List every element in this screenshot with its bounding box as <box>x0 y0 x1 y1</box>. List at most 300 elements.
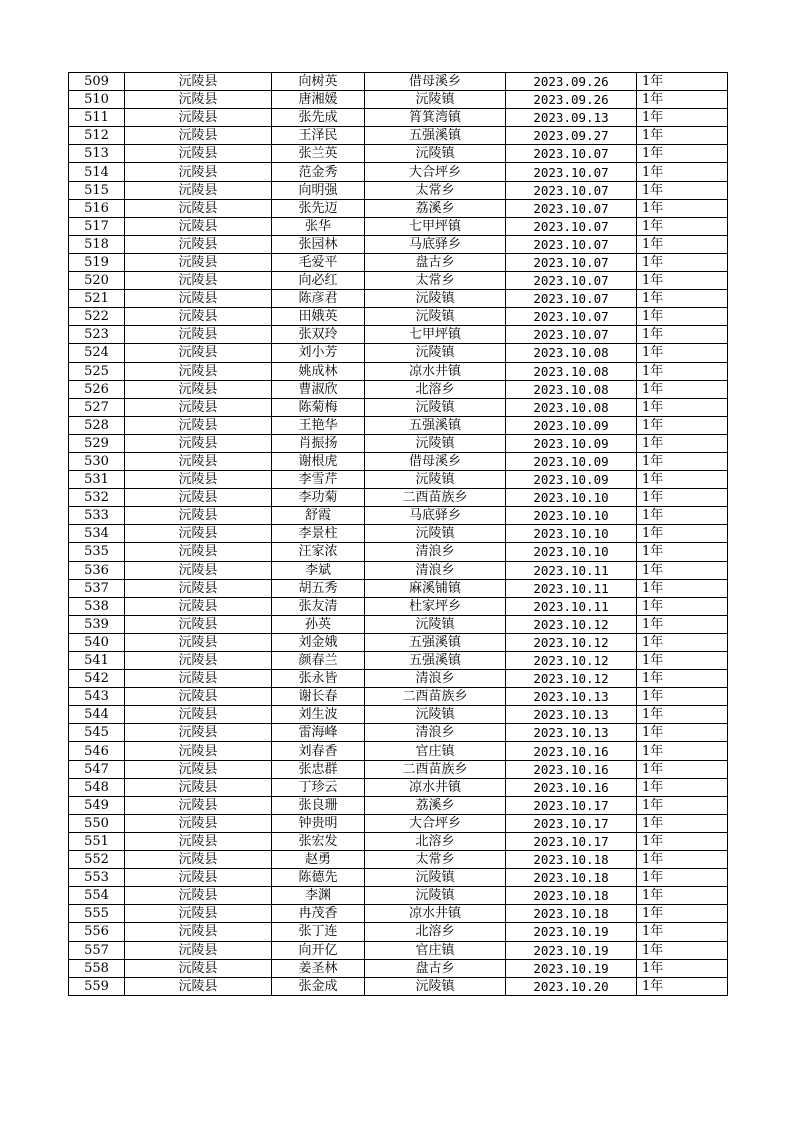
county-cell: 沅陵县 <box>125 615 272 633</box>
row-number-cell: 511 <box>69 109 125 127</box>
date-cell: 2023.10.16 <box>506 778 637 796</box>
term-cell: 1年 <box>637 434 728 452</box>
table-row <box>69 814 728 832</box>
row-number-cell: 523 <box>69 326 125 344</box>
term-cell: 1年 <box>637 633 728 651</box>
date-cell: 2023.10.16 <box>506 742 637 760</box>
table-row <box>69 109 728 127</box>
row-number-cell: 537 <box>69 579 125 597</box>
person-name-cell: 姚成林 <box>272 362 365 380</box>
term-cell: 1年 <box>637 344 728 362</box>
table-row <box>69 579 728 597</box>
table-row <box>69 163 728 181</box>
person-name-cell: 陈彦君 <box>272 290 365 308</box>
term-cell: 1年 <box>637 272 728 290</box>
county-cell: 沅陵县 <box>125 398 272 416</box>
township-cell: 清浪乡 <box>365 670 506 688</box>
row-number-cell: 547 <box>69 760 125 778</box>
county-cell: 沅陵县 <box>125 272 272 290</box>
township-cell: 盘古乡 <box>365 253 506 271</box>
date-cell: 2023.10.12 <box>506 670 637 688</box>
person-name-cell: 姜圣林 <box>272 959 365 977</box>
table-row <box>69 434 728 452</box>
person-name-cell: 张友清 <box>272 597 365 615</box>
table-row <box>69 272 728 290</box>
table-row <box>69 724 728 742</box>
row-number-cell: 516 <box>69 199 125 217</box>
person-name-cell: 李雪芹 <box>272 471 365 489</box>
term-cell: 1年 <box>637 416 728 434</box>
table-row <box>69 525 728 543</box>
person-name-cell: 谢长春 <box>272 688 365 706</box>
date-cell: 2023.10.09 <box>506 452 637 470</box>
township-cell: 荔溪乡 <box>365 796 506 814</box>
row-number-cell: 514 <box>69 163 125 181</box>
person-name-cell: 李景柱 <box>272 525 365 543</box>
table-row <box>69 832 728 850</box>
county-cell: 沅陵县 <box>125 253 272 271</box>
date-cell: 2023.10.08 <box>506 362 637 380</box>
date-cell: 2023.10.17 <box>506 832 637 850</box>
township-cell: 大合坪乡 <box>365 814 506 832</box>
person-name-cell: 张宏发 <box>272 832 365 850</box>
term-cell: 1年 <box>637 127 728 145</box>
township-cell: 麻溪铺镇 <box>365 579 506 597</box>
roster-table <box>68 72 728 996</box>
date-cell: 2023.10.07 <box>506 272 637 290</box>
person-name-cell: 张丁连 <box>272 923 365 941</box>
township-cell: 凉水井镇 <box>365 778 506 796</box>
township-cell: 二酉苗族乡 <box>365 489 506 507</box>
table-row <box>69 615 728 633</box>
row-number-cell: 529 <box>69 434 125 452</box>
row-number-cell: 530 <box>69 452 125 470</box>
person-name-cell: 赵勇 <box>272 851 365 869</box>
person-name-cell: 李渊 <box>272 887 365 905</box>
table-row <box>69 905 728 923</box>
township-cell: 沅陵镇 <box>365 398 506 416</box>
row-number-cell: 557 <box>69 941 125 959</box>
county-cell: 沅陵县 <box>125 688 272 706</box>
person-name-cell: 张华 <box>272 217 365 235</box>
county-cell: 沅陵县 <box>125 235 272 253</box>
row-number-cell: 546 <box>69 742 125 760</box>
table-row <box>69 796 728 814</box>
township-cell: 二酉苗族乡 <box>365 688 506 706</box>
person-name-cell: 刘金娥 <box>272 633 365 651</box>
township-cell: 五强溪镇 <box>365 127 506 145</box>
township-cell: 清浪乡 <box>365 561 506 579</box>
date-cell: 2023.10.13 <box>506 688 637 706</box>
row-number-cell: 522 <box>69 308 125 326</box>
person-name-cell: 向树英 <box>272 73 365 91</box>
township-cell: 杜家坪乡 <box>365 597 506 615</box>
roster-sheet <box>68 72 728 996</box>
date-cell: 2023.10.17 <box>506 796 637 814</box>
person-name-cell: 王泽民 <box>272 127 365 145</box>
table-row <box>69 760 728 778</box>
county-cell: 沅陵县 <box>125 199 272 217</box>
county-cell: 沅陵县 <box>125 109 272 127</box>
county-cell: 沅陵县 <box>125 434 272 452</box>
table-row <box>69 977 728 995</box>
county-cell: 沅陵县 <box>125 724 272 742</box>
person-name-cell: 冉茂香 <box>272 905 365 923</box>
person-name-cell: 张忠群 <box>272 760 365 778</box>
term-cell: 1年 <box>637 905 728 923</box>
county-cell: 沅陵县 <box>125 416 272 434</box>
county-cell: 沅陵县 <box>125 290 272 308</box>
row-number-cell: 542 <box>69 670 125 688</box>
term-cell: 1年 <box>637 742 728 760</box>
county-cell: 沅陵县 <box>125 217 272 235</box>
table-row <box>69 706 728 724</box>
term-cell: 1年 <box>637 652 728 670</box>
term-cell: 1年 <box>637 724 728 742</box>
row-number-cell: 541 <box>69 652 125 670</box>
township-cell: 太常乡 <box>365 851 506 869</box>
table-row <box>69 869 728 887</box>
person-name-cell: 向必红 <box>272 272 365 290</box>
township-cell: 盘古乡 <box>365 959 506 977</box>
township-cell: 太常乡 <box>365 272 506 290</box>
table-row <box>69 633 728 651</box>
township-cell: 凉水井镇 <box>365 905 506 923</box>
date-cell: 2023.10.07 <box>506 145 637 163</box>
term-cell: 1年 <box>637 217 728 235</box>
township-cell: 二酉苗族乡 <box>365 760 506 778</box>
table-row <box>69 91 728 109</box>
table-row <box>69 452 728 470</box>
row-number-cell: 510 <box>69 91 125 109</box>
date-cell: 2023.10.10 <box>506 543 637 561</box>
person-name-cell: 范金秀 <box>272 163 365 181</box>
county-cell: 沅陵县 <box>125 91 272 109</box>
person-name-cell: 陈菊梅 <box>272 398 365 416</box>
person-name-cell: 雷海峰 <box>272 724 365 742</box>
table-row <box>69 290 728 308</box>
person-name-cell: 汪家浓 <box>272 543 365 561</box>
row-number-cell: 538 <box>69 597 125 615</box>
county-cell: 沅陵县 <box>125 670 272 688</box>
county-cell: 沅陵县 <box>125 525 272 543</box>
county-cell: 沅陵县 <box>125 127 272 145</box>
table-row <box>69 742 728 760</box>
date-cell: 2023.10.07 <box>506 181 637 199</box>
township-cell: 马底驿乡 <box>365 507 506 525</box>
person-name-cell: 田娥英 <box>272 308 365 326</box>
table-row <box>69 471 728 489</box>
row-number-cell: 536 <box>69 561 125 579</box>
county-cell: 沅陵县 <box>125 742 272 760</box>
date-cell: 2023.10.19 <box>506 923 637 941</box>
county-cell: 沅陵县 <box>125 760 272 778</box>
date-cell: 2023.10.13 <box>506 706 637 724</box>
row-number-cell: 520 <box>69 272 125 290</box>
township-cell: 五强溪镇 <box>365 416 506 434</box>
county-cell: 沅陵县 <box>125 778 272 796</box>
person-name-cell: 张双玲 <box>272 326 365 344</box>
person-name-cell: 李功菊 <box>272 489 365 507</box>
date-cell: 2023.10.07 <box>506 163 637 181</box>
row-number-cell: 556 <box>69 923 125 941</box>
date-cell: 2023.10.11 <box>506 579 637 597</box>
row-number-cell: 515 <box>69 181 125 199</box>
township-cell: 五强溪镇 <box>365 652 506 670</box>
term-cell: 1年 <box>637 380 728 398</box>
term-cell: 1年 <box>637 91 728 109</box>
county-cell: 沅陵县 <box>125 471 272 489</box>
date-cell: 2023.10.11 <box>506 561 637 579</box>
date-cell: 2023.09.26 <box>506 73 637 91</box>
township-cell: 筲箕湾镇 <box>365 109 506 127</box>
row-number-cell: 527 <box>69 398 125 416</box>
table-row <box>69 344 728 362</box>
term-cell: 1年 <box>637 362 728 380</box>
term-cell: 1年 <box>637 706 728 724</box>
person-name-cell: 毛爱平 <box>272 253 365 271</box>
county-cell: 沅陵县 <box>125 543 272 561</box>
term-cell: 1年 <box>637 959 728 977</box>
term-cell: 1年 <box>637 814 728 832</box>
county-cell: 沅陵县 <box>125 579 272 597</box>
term-cell: 1年 <box>637 290 728 308</box>
row-number-cell: 532 <box>69 489 125 507</box>
row-number-cell: 512 <box>69 127 125 145</box>
row-number-cell: 533 <box>69 507 125 525</box>
row-number-cell: 517 <box>69 217 125 235</box>
date-cell: 2023.10.08 <box>506 398 637 416</box>
row-number-cell: 549 <box>69 796 125 814</box>
row-number-cell: 519 <box>69 253 125 271</box>
township-cell: 沅陵镇 <box>365 308 506 326</box>
county-cell: 沅陵县 <box>125 887 272 905</box>
county-cell: 沅陵县 <box>125 452 272 470</box>
table-row <box>69 670 728 688</box>
county-cell: 沅陵县 <box>125 362 272 380</box>
township-cell: 沅陵镇 <box>365 290 506 308</box>
county-cell: 沅陵县 <box>125 507 272 525</box>
term-cell: 1年 <box>637 796 728 814</box>
person-name-cell: 刘生波 <box>272 706 365 724</box>
person-name-cell: 张兰英 <box>272 145 365 163</box>
term-cell: 1年 <box>637 199 728 217</box>
term-cell: 1年 <box>637 778 728 796</box>
township-cell: 北溶乡 <box>365 832 506 850</box>
township-cell: 凉水井镇 <box>365 362 506 380</box>
row-number-cell: 531 <box>69 471 125 489</box>
township-cell: 清浪乡 <box>365 543 506 561</box>
term-cell: 1年 <box>637 851 728 869</box>
row-number-cell: 551 <box>69 832 125 850</box>
county-cell: 沅陵县 <box>125 489 272 507</box>
table-row <box>69 923 728 941</box>
township-cell: 官庄镇 <box>365 742 506 760</box>
table-row <box>69 851 728 869</box>
table-row <box>69 181 728 199</box>
table-row <box>69 253 728 271</box>
term-cell: 1年 <box>637 308 728 326</box>
county-cell: 沅陵县 <box>125 308 272 326</box>
term-cell: 1年 <box>637 977 728 995</box>
person-name-cell: 李斌 <box>272 561 365 579</box>
table-row <box>69 199 728 217</box>
person-name-cell: 向开亿 <box>272 941 365 959</box>
township-cell: 借母溪乡 <box>365 73 506 91</box>
term-cell: 1年 <box>637 235 728 253</box>
row-number-cell: 526 <box>69 380 125 398</box>
county-cell: 沅陵县 <box>125 706 272 724</box>
table-row <box>69 308 728 326</box>
date-cell: 2023.10.09 <box>506 416 637 434</box>
table-row <box>69 326 728 344</box>
person-name-cell: 谢根虎 <box>272 452 365 470</box>
date-cell: 2023.10.07 <box>506 199 637 217</box>
date-cell: 2023.10.07 <box>506 308 637 326</box>
row-number-cell: 524 <box>69 344 125 362</box>
township-cell: 沅陵镇 <box>365 706 506 724</box>
date-cell: 2023.09.13 <box>506 109 637 127</box>
table-row <box>69 561 728 579</box>
term-cell: 1年 <box>637 109 728 127</box>
county-cell: 沅陵县 <box>125 959 272 977</box>
date-cell: 2023.10.18 <box>506 851 637 869</box>
person-name-cell: 张良珊 <box>272 796 365 814</box>
person-name-cell: 张永皆 <box>272 670 365 688</box>
date-cell: 2023.10.08 <box>506 380 637 398</box>
term-cell: 1年 <box>637 688 728 706</box>
county-cell: 沅陵县 <box>125 145 272 163</box>
row-number-cell: 509 <box>69 73 125 91</box>
date-cell: 2023.10.18 <box>506 869 637 887</box>
county-cell: 沅陵县 <box>125 344 272 362</box>
term-cell: 1年 <box>637 181 728 199</box>
row-number-cell: 525 <box>69 362 125 380</box>
term-cell: 1年 <box>637 832 728 850</box>
term-cell: 1年 <box>637 452 728 470</box>
term-cell: 1年 <box>637 923 728 941</box>
term-cell: 1年 <box>637 941 728 959</box>
person-name-cell: 张园林 <box>272 235 365 253</box>
township-cell: 北溶乡 <box>365 380 506 398</box>
date-cell: 2023.10.13 <box>506 724 637 742</box>
township-cell: 借母溪乡 <box>365 452 506 470</box>
county-cell: 沅陵县 <box>125 869 272 887</box>
term-cell: 1年 <box>637 489 728 507</box>
row-number-cell: 548 <box>69 778 125 796</box>
county-cell: 沅陵县 <box>125 597 272 615</box>
township-cell: 官庄镇 <box>365 941 506 959</box>
date-cell: 2023.10.10 <box>506 489 637 507</box>
person-name-cell: 肖振扬 <box>272 434 365 452</box>
person-name-cell: 孙英 <box>272 615 365 633</box>
row-number-cell: 539 <box>69 615 125 633</box>
person-name-cell: 刘小芳 <box>272 344 365 362</box>
county-cell: 沅陵县 <box>125 73 272 91</box>
date-cell: 2023.10.07 <box>506 235 637 253</box>
row-number-cell: 545 <box>69 724 125 742</box>
person-name-cell: 张先迈 <box>272 199 365 217</box>
row-number-cell: 521 <box>69 290 125 308</box>
row-number-cell: 535 <box>69 543 125 561</box>
term-cell: 1年 <box>637 615 728 633</box>
date-cell: 2023.10.18 <box>506 905 637 923</box>
township-cell: 七甲坪镇 <box>365 217 506 235</box>
row-number-cell: 559 <box>69 977 125 995</box>
table-row <box>69 688 728 706</box>
term-cell: 1年 <box>637 398 728 416</box>
date-cell: 2023.10.07 <box>506 217 637 235</box>
person-name-cell: 向明强 <box>272 181 365 199</box>
row-number-cell: 528 <box>69 416 125 434</box>
roster-body <box>69 73 728 996</box>
township-cell: 马底驿乡 <box>365 235 506 253</box>
row-number-cell: 513 <box>69 145 125 163</box>
date-cell: 2023.10.16 <box>506 760 637 778</box>
township-cell: 太常乡 <box>365 181 506 199</box>
row-number-cell: 544 <box>69 706 125 724</box>
county-cell: 沅陵县 <box>125 561 272 579</box>
term-cell: 1年 <box>637 253 728 271</box>
date-cell: 2023.10.07 <box>506 253 637 271</box>
township-cell: 沅陵镇 <box>365 977 506 995</box>
term-cell: 1年 <box>637 163 728 181</box>
township-cell: 荔溪乡 <box>365 199 506 217</box>
county-cell: 沅陵县 <box>125 181 272 199</box>
person-name-cell: 唐湘媛 <box>272 91 365 109</box>
table-row <box>69 887 728 905</box>
date-cell: 2023.10.11 <box>506 597 637 615</box>
term-cell: 1年 <box>637 145 728 163</box>
date-cell: 2023.10.12 <box>506 652 637 670</box>
person-name-cell: 陈德先 <box>272 869 365 887</box>
table-row <box>69 127 728 145</box>
table-row <box>69 652 728 670</box>
date-cell: 2023.10.10 <box>506 507 637 525</box>
term-cell: 1年 <box>637 760 728 778</box>
date-cell: 2023.10.19 <box>506 941 637 959</box>
township-cell: 七甲坪镇 <box>365 326 506 344</box>
term-cell: 1年 <box>637 507 728 525</box>
row-number-cell: 550 <box>69 814 125 832</box>
row-number-cell: 540 <box>69 633 125 651</box>
township-cell: 五强溪镇 <box>365 633 506 651</box>
county-cell: 沅陵县 <box>125 633 272 651</box>
date-cell: 2023.10.09 <box>506 471 637 489</box>
township-cell: 沅陵镇 <box>365 344 506 362</box>
table-row <box>69 235 728 253</box>
term-cell: 1年 <box>637 326 728 344</box>
person-name-cell: 王艳华 <box>272 416 365 434</box>
person-name-cell: 舒霞 <box>272 507 365 525</box>
term-cell: 1年 <box>637 887 728 905</box>
row-number-cell: 553 <box>69 869 125 887</box>
county-cell: 沅陵县 <box>125 832 272 850</box>
table-row <box>69 416 728 434</box>
county-cell: 沅陵县 <box>125 796 272 814</box>
township-cell: 北溶乡 <box>365 923 506 941</box>
township-cell: 清浪乡 <box>365 724 506 742</box>
term-cell: 1年 <box>637 869 728 887</box>
person-name-cell: 曹淑欣 <box>272 380 365 398</box>
term-cell: 1年 <box>637 525 728 543</box>
term-cell: 1年 <box>637 670 728 688</box>
county-cell: 沅陵县 <box>125 977 272 995</box>
township-cell: 沅陵镇 <box>365 887 506 905</box>
date-cell: 2023.10.12 <box>506 615 637 633</box>
table-row <box>69 362 728 380</box>
date-cell: 2023.10.20 <box>506 977 637 995</box>
